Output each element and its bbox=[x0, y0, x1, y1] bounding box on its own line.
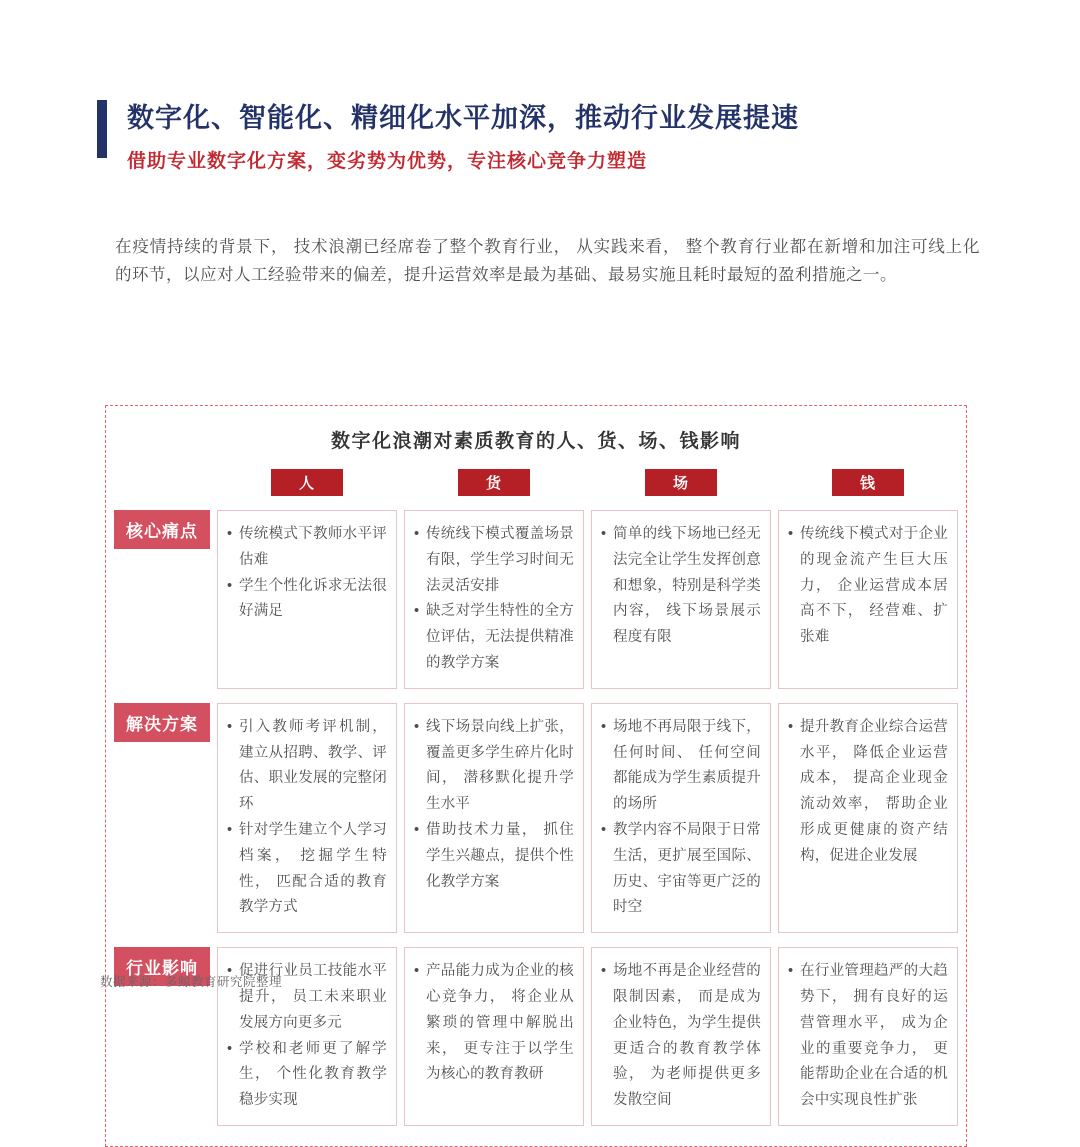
panel-title: 数字化浪潮对素质教育的人、货、场、钱影响 bbox=[330, 431, 741, 452]
column-header-ren: 人 bbox=[271, 469, 343, 496]
table-cell bbox=[404, 947, 584, 1126]
column-header-huo: 货 bbox=[458, 469, 530, 496]
bullet-item: • 促进行业员工技能水平提升， 员工未来职业发展方向更多元 bbox=[226, 959, 387, 1036]
page-header bbox=[97, 100, 1080, 173]
table-cell bbox=[217, 703, 397, 933]
bullet-item: • 产品能力成为企业的核心竞争力， 将企业从繁琐的管理中解脱出来， 更专注于以学生为核心的教育教研 bbox=[413, 959, 574, 1088]
row-header-industry-impact: 行业影响 bbox=[114, 947, 210, 986]
bullet-item: • 传统模式下教师水平评估难 bbox=[226, 522, 387, 574]
bullet-item: • 教学内容不局限于日常生活，更扩展至国际、 历史、宇宙等更广泛的时空 bbox=[600, 818, 761, 921]
bullet-list bbox=[413, 959, 574, 1088]
bullet-list bbox=[413, 522, 574, 677]
bullet-list bbox=[413, 715, 574, 896]
grid-corner-spacer bbox=[114, 469, 210, 496]
bullet-list bbox=[600, 715, 761, 921]
bullet-item: • 传统线下模式对于企业的现金流产生巨大压力， 企业运营成本居高不下， 经营难、扩张难 bbox=[787, 522, 948, 651]
bullet-item: • 缺乏对学生特性的全方位评估，无法提供精准的教学方案 bbox=[413, 599, 574, 676]
impact-panel bbox=[105, 405, 967, 1147]
data-source: 数据来源：多鲸教育研究院整理 bbox=[100, 975, 283, 989]
bullet-item: • 场地不再局限于线下， 任何时间、 任何空间都能成为学生素质提升的场所 bbox=[600, 715, 761, 818]
table-cell bbox=[778, 510, 958, 689]
header-text bbox=[127, 100, 799, 173]
bullet-item: • 线下场景向线上扩张， 覆盖更多学生碎片化时间， 潜移默化提升学生水平 bbox=[413, 715, 574, 818]
column-header-chang: 场 bbox=[645, 469, 717, 496]
bullet-item: • 学生个性化诉求无法很好满足 bbox=[226, 574, 387, 626]
bullet-item: • 引入教师考评机制， 建立从招聘、教学、评估、职业发展的完整闭环 bbox=[226, 715, 387, 818]
table-cell bbox=[778, 703, 958, 933]
bullet-item: • 学校和老师更了解学生， 个性化教育教学稳步实现 bbox=[226, 1037, 387, 1114]
bullet-list bbox=[787, 959, 948, 1114]
bullet-list bbox=[226, 522, 387, 625]
bullet-item: • 借助技术力量， 抓住学生兴趣点，提供个性化教学方案 bbox=[413, 818, 574, 895]
column-header-qian: 钱 bbox=[832, 469, 904, 496]
bullet-item: • 场地不再是企业经营的限制因素， 而是成为企业特色，为学生提供更适合的教育教学体验， 为老师提供更多发散空间 bbox=[600, 959, 761, 1114]
intro-paragraph: 在疫情持续的背景下， 技术浪潮已经席卷了整个教育行业， 从实践来看， 整个教育行业都在新增和加注可线上化的环节，以应对人工经验带来的偏差，提升运营效率是最为基础、最易实施且耗时最短的盈利措施之一。 bbox=[115, 237, 980, 284]
page-subtitle: 借助专业数字化方案，变劣势为优势，专注核心竞争力塑造 bbox=[127, 150, 648, 172]
bullet-list bbox=[787, 522, 948, 651]
bullet-list bbox=[600, 959, 761, 1114]
table-cell bbox=[404, 510, 584, 689]
bullet-item: • 传统线下模式覆盖场景有限，学生学习时间无法灵活安排 bbox=[413, 522, 574, 599]
table-cell bbox=[217, 510, 397, 689]
bullet-item: • 在行业管理趋严的大趋势下， 拥有良好的运营管理水平， 成为企业的重要竞争力， 更能帮助企业在合适的机会中实现良性扩张 bbox=[787, 959, 948, 1114]
page-title: 数字化、智能化、精细化水平加深，推动行业发展提速 bbox=[127, 103, 799, 133]
row-header-pain-points: 核心痛点 bbox=[114, 510, 210, 549]
bullet-list bbox=[600, 522, 761, 651]
table-cell bbox=[591, 947, 771, 1126]
table-cell bbox=[778, 947, 958, 1126]
table-cell bbox=[591, 703, 771, 933]
report-page bbox=[0, 100, 1080, 1109]
bullet-item: • 简单的线下场地已经无法完全让学生发挥创意和想象，特别是科学类内容， 线下场景展示程度有限 bbox=[600, 522, 761, 651]
row-header-solutions: 解决方案 bbox=[114, 703, 210, 742]
bullet-list bbox=[787, 715, 948, 870]
bullet-item: • 针对学生建立个人学习档案， 挖掘学生特性， 匹配合适的教育教学方式 bbox=[226, 818, 387, 921]
impact-grid bbox=[112, 469, 960, 1126]
bullet-list bbox=[226, 715, 387, 921]
bullet-item: • 提升教育企业综合运营水平， 降低企业运营成本， 提高企业现金流动效率， 帮助企业形成更健康的资产结构，促进企业发展 bbox=[787, 715, 948, 870]
title-accent-bar bbox=[97, 100, 107, 158]
table-cell bbox=[591, 510, 771, 689]
table-cell bbox=[404, 703, 584, 933]
